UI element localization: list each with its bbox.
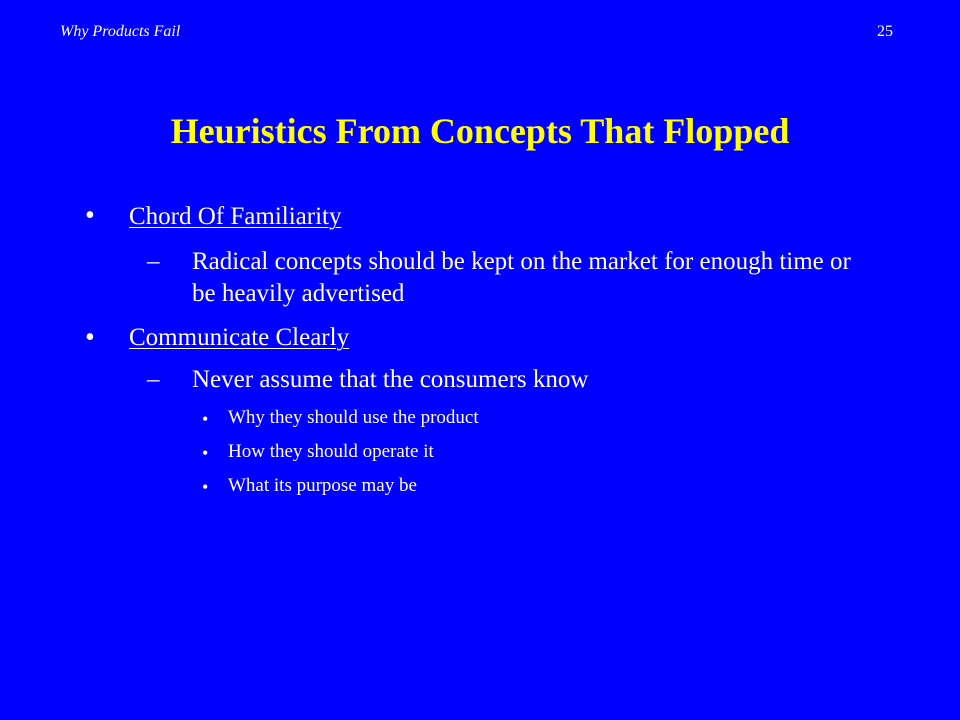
dash-marker: – bbox=[147, 248, 160, 275]
bullet-icon: • bbox=[85, 322, 95, 353]
subitem-text: Radical concepts should be kept on the market for enough time or be heavily advertised bbox=[192, 248, 851, 307]
bullet-icon: • bbox=[202, 477, 209, 497]
dash-marker: – bbox=[147, 366, 160, 393]
point-text: How they should operate it bbox=[228, 441, 434, 462]
item-heading: Chord Of Familiarity bbox=[129, 203, 342, 230]
bullet-icon: • bbox=[85, 200, 95, 231]
item-heading: Communicate Clearly bbox=[129, 324, 350, 351]
point-text: What its purpose may be bbox=[228, 475, 417, 496]
bullet-icon: • bbox=[202, 443, 209, 463]
point-text: Why they should use the product bbox=[228, 407, 479, 428]
bullet-icon: • bbox=[202, 409, 209, 429]
header-left-text: Why Products Fail bbox=[60, 23, 181, 40]
page-number: 25 bbox=[877, 23, 893, 40]
slide-title: Heuristics From Concepts That Flopped bbox=[170, 111, 790, 151]
subitem-text: Never assume that the consumers know bbox=[192, 366, 589, 393]
